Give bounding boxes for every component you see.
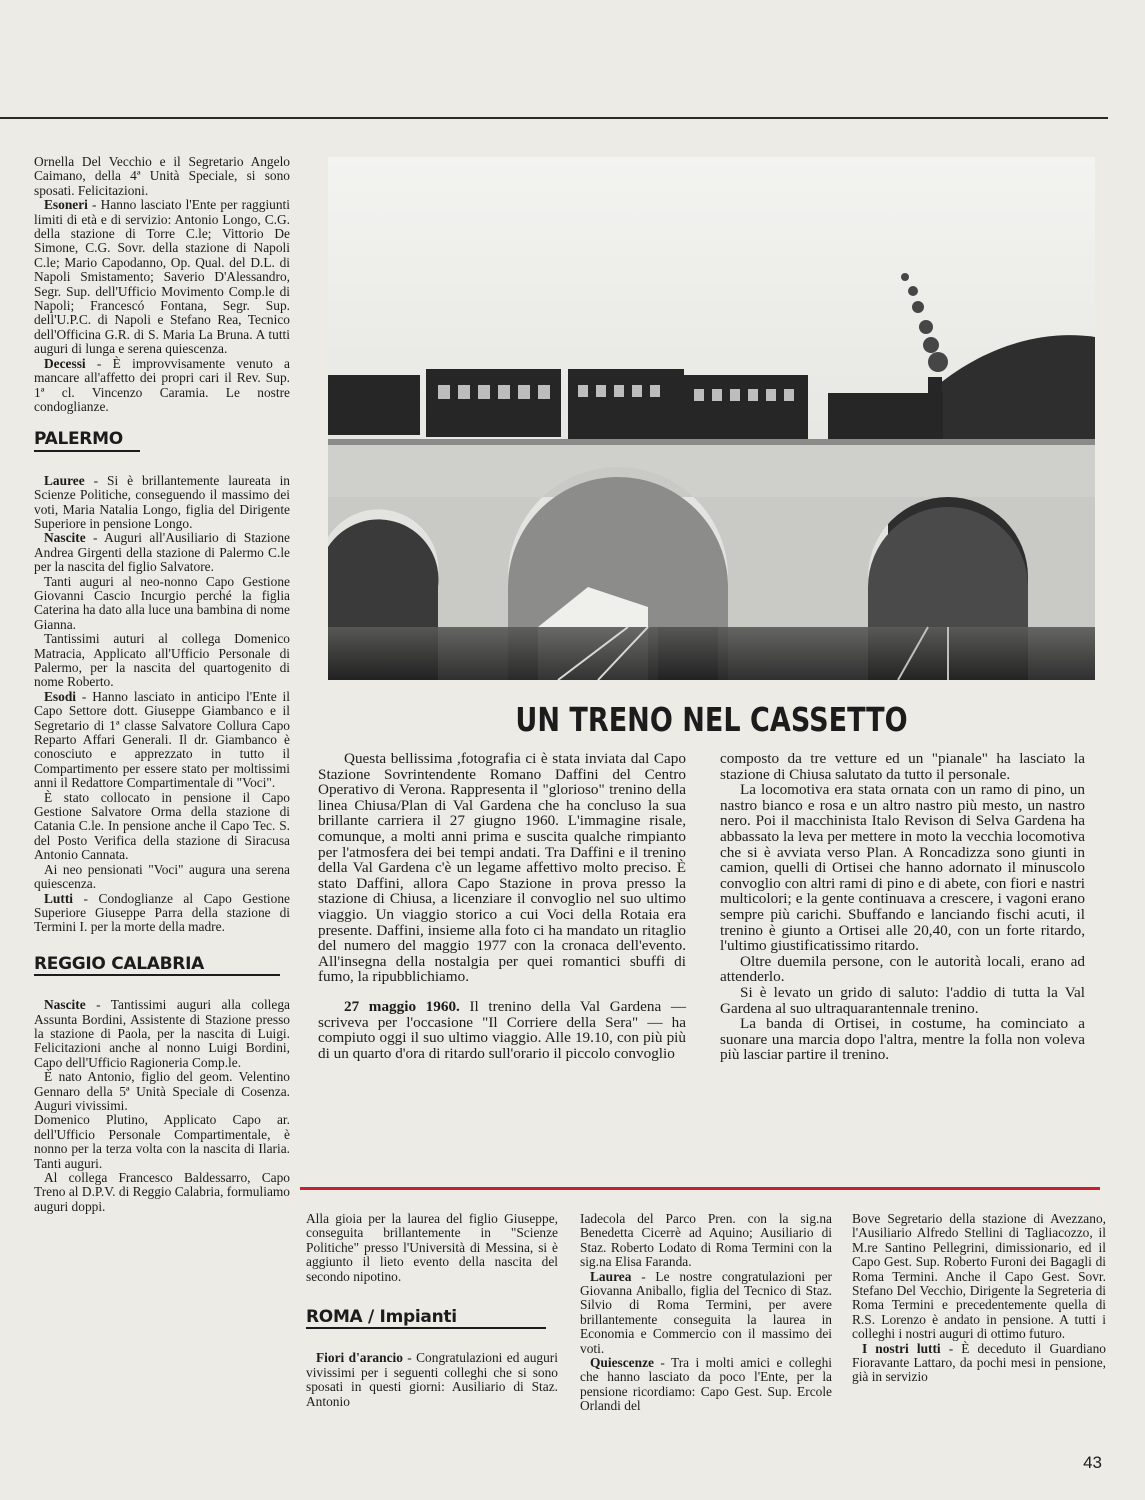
left-column <box>34 155 290 1214</box>
paragraph: Al collega Francesco Baldessarro, Capo Treno al D.P.V. di Reggio Calabria, formuliamo auguri doppi. <box>34 1170 290 1214</box>
paragraph: 27 maggio 1960. Il trenino della Val Gardena — scriveva per l'occasione "Il Corriere della Sera" — ha compiuto oggi il suo ultimo viaggio. Alle 19.10, con più più di un quarto d'ora di ritardo sull'orario il piccolo convoglio <box>318 997 687 1062</box>
paragraph: Lutti - Condoglianze al Capo Gestione Superiore Giuseppe Parra della stazione di Termini I. per la morte della madre. <box>34 890 290 935</box>
paragraph: Laurea - Le nostre congratulazioni per Giovanna Aniballo, figlia del Tecnico di Staz. Silvio di Roma Termini, per avere brillantemente conseguita la laurea in Economia e Commercio con il massimo dei voti. <box>580 1268 832 1356</box>
section-heading-reggio-calabria: REGGIO CALABRIA <box>34 957 280 976</box>
paragraph: composto da tre vetture ed un "pianale" ha lasciato la stazione di Chiusa salutato da tutto il personale. <box>720 750 1085 783</box>
paragraph: Tantissimi auturi al collega Domenico Matracia, Applicato all'Ufficio Personale di Palermo, per la nascita del quartogenito di nome Roberto. <box>34 631 290 690</box>
page-number: 43 <box>1083 1453 1102 1472</box>
top-rule <box>0 117 1108 119</box>
paragraph: Esodi - Hanno lasciato in anticipo l'Ente il Capo Settore dott. Giuseppe Giambanco e il Segretario di 1ª classe Salvatore Collura Capo Reparto Affari Generali. Il dr. Giambanco è conosciuto e apprezzato in tutto il Compartimento per essere stato per moltissimi anni il Redattore Compartimentale di "Voci". <box>34 688 290 791</box>
paragraph: Si è levato un grido di saluto: l'addio di tutta la Val Gardena al suo ultraquarantennale trenino. <box>720 983 1085 1017</box>
paragraph: Ai neo pensionati "Voci" augura una serena quiescenza. <box>34 861 290 892</box>
section-heading-palermo: PALERMO <box>34 432 140 451</box>
paragraph: Ornella Del Vecchio e il Segretario Angelo Caimano, della 4ª Unità Speciale, si sono sposati. Felicitazioni. <box>34 154 290 198</box>
paragraph: Nascite - Tantissimi auguri alla collega Assunta Bordini, Assistente di Stazione presso la stazione di Paola, per la nascita di Luigi. Felicitazioni anche al nonno Luigi Bordini, Capo dell'Ufficio Ragioneria Comp.le. <box>34 997 290 1070</box>
paragraph: Bove Segretario della stazione di Avezzano, l'Ausiliario Alfredo Stellini di Tagliacozzo, il M.re Santino Pellegrini, dimissionario, ed il Capo Gest. Sup. Roberto Furoni dei Bagagli di Roma Termini. Anche il Capo Gest. Sovr. Stefano Del Vecchio, Dirigente la Segreteria di Roma Termini e precedentemente quella di R.S. Lorenzo è andato in pensione. A tutti i colleghi i nostri auguri di ottimo futuro. <box>852 1211 1106 1342</box>
article-column-1 <box>318 751 686 1061</box>
paragraph: Alla gioia per la laurea del figlio Giuseppe, conseguita brillantemente in "Scienze Politiche" presso l'Università di Messina, si è aggiunto il lieto evento della nascita del secondo nipotino. <box>306 1211 558 1284</box>
paragraph: Oltre duemila persone, con le autorità locali, erano ad attenderlo. <box>720 952 1085 986</box>
paragraph: Iadecola del Parco Pren. con la sig.na Benedetta Cicerrè ad Aquino; Ausiliario di Staz. Roberto Lodato di Roma Termini con la sig.na Elisa Faranda. <box>580 1211 832 1270</box>
paragraph: Fiori d'arancio - Congratulazioni ed auguri vivissimi per i seguenti colleghi che si sono sposati in questi giorni: Ausiliario di Staz. Antonio <box>306 1350 558 1409</box>
red-divider <box>300 1187 1100 1190</box>
train-viaduct-photo <box>328 157 1095 680</box>
paragraph: La locomotiva era stata ornata con un ramo di pino, un nastro bianco e rosa e un altro nastro più mesto, un nastro nero. Poi il macchinista Italo Revison di Selva Gardena ha abbassato la leva per mettere in moto la vecchia locomotiva che si è avviata verso Plan. A Roncadizza sono giunti in camion, quelli di Ortisei che hanno adornato il minuscolo convoglio con altri rami di pino e di abete, con fiori e nastri multicolori; e la gente continuava a crescere, i vagoni erano sempre più carichi. Sbuffando e lanciando fischi acuti, il trenino è giunto a Ortisei alle 20,40, con un forte ritardo, l'ultimo giustificatissimo ritardo. <box>720 781 1085 955</box>
paragraph: Decessi - È improvvisamente venuto a mancare all'affetto dei propri cari il Rev. Sup. 1ª cl. Vincenzo Caramia. Le nostre condoglianze. <box>34 355 290 414</box>
bottom-column-3 <box>852 1212 1106 1385</box>
bottom-column-1 <box>306 1212 558 1409</box>
paragraph: Quiescenze - Tra i molti amici e colleghi che hanno lasciato da poco l'Ente, per la pensione ricordiamo: Capo Gest. Sup. Ercole Orlandi del <box>580 1355 832 1414</box>
paragraph: Tanti auguri al neo-nonno Capo Gestione Giovanni Cascio Incurgio perché la figlia Caterina ha dato alla luce una bambina di nome Gianna. <box>34 573 290 632</box>
paragraph: Nascite - Auguri all'Ausiliario di Stazione Andrea Girgenti della stazione di Palermo C.le per la nascita del figlio Salvatore. <box>34 530 290 575</box>
section-heading-roma-impianti: ROMA / Impianti <box>306 1310 546 1329</box>
paragraph: È stato collocato in pensione il Capo Gestione Salvatore Orma della stazione di Catania C.le. In pensione anche il Capo Tec. S. del Posto Verifica della stazione di Siracusa Antonio Cannata. <box>34 789 290 863</box>
paragraph: Esoneri - Hanno lasciato l'Ente per raggiunti limiti di età e di servizio: Antonio Longo, C.G. della stazione di Torre C.le; Vittorio De Simone, C.G. Sovr. della stazione di Napoli C.le; Mario Capodanno, Op. Qual. del D.L. di Napoli Smistamento; Saverio D'Alessandro, Segr. Sup. dell'Ufficio Movimento Comp.le di Napoli; Francescó Fontana, Segr. Sup. dell'U.P.C. di Napoli e Stefano Rea, Tecnico dell'Officina G.R. di S. Maria La Bruna. A tutti auguri di lunga e serena quiescenza. <box>34 197 290 357</box>
paragraph: I nostri lutti - È deceduto il Guardiano Fioravante Lattaro, da pochi mesi in pensione, già in servizio <box>852 1340 1106 1385</box>
paragraph: È nato Antonio, figlio del geom. Velentino Gennaro della 5ª Unità Speciale di Cosenza. Auguri vivissimi. <box>34 1069 290 1113</box>
article-column-2 <box>720 751 1085 1063</box>
paragraph: Questa bellissima ,fotografia ci è stata inviata dal Capo Stazione Sovrintendente Romano Daffini del Centro Operativo di Verona. Rappresenta il "glorioso" trenino della linea Chiusa/Plan di Val Gardena che ha concluso la sua brillante carriera il 27 giugno 1960. L'immagine risale, comunque, a molti anni prima e suscita qualche rimpianto per l'atmosfera dei bei tempi andati. Tra Daffini e il trenino della Val Gardena c'è un legame affettivo molto preciso. È stato Daffini, allora Capo Stazione in prova presso la stazione di Chiusa, a licenziare il convoglio nel suo ultimo viaggio. Un viaggio storico a cui Voci della Rotaia era presente. Daffini, insieme alla foto ci ha mandato un ritaglio del numero del maggio 1977 con la cronaca dell'evento. All'insegna della nostalgia per quei romantici sbuffi di fumo, la ripubblichiamo. <box>318 750 686 986</box>
bottom-column-2 <box>580 1212 832 1414</box>
paragraph: Domenico Plutino, Applicato Capo ar. dell'Ufficio Personale Compartimentale, è nonno per la terza volta con la nascita di Ilaria. Tanti auguri. <box>34 1112 290 1171</box>
paragraph: La banda di Ortisei, in costume, ha cominciato a suonare una marcia dopo l'altra, mentre la folla non voleva più lasciar partire il trenino. <box>720 1015 1085 1064</box>
article-headline: UN TRENO NEL CASSETTO <box>515 700 908 739</box>
paragraph: Lauree - Si è brillantemente laureata in Scienze Politiche, conseguendo il massimo dei voti, Maria Natalia Longo, figlia del Dirigente Superiore in pensione Longo. <box>34 472 290 531</box>
